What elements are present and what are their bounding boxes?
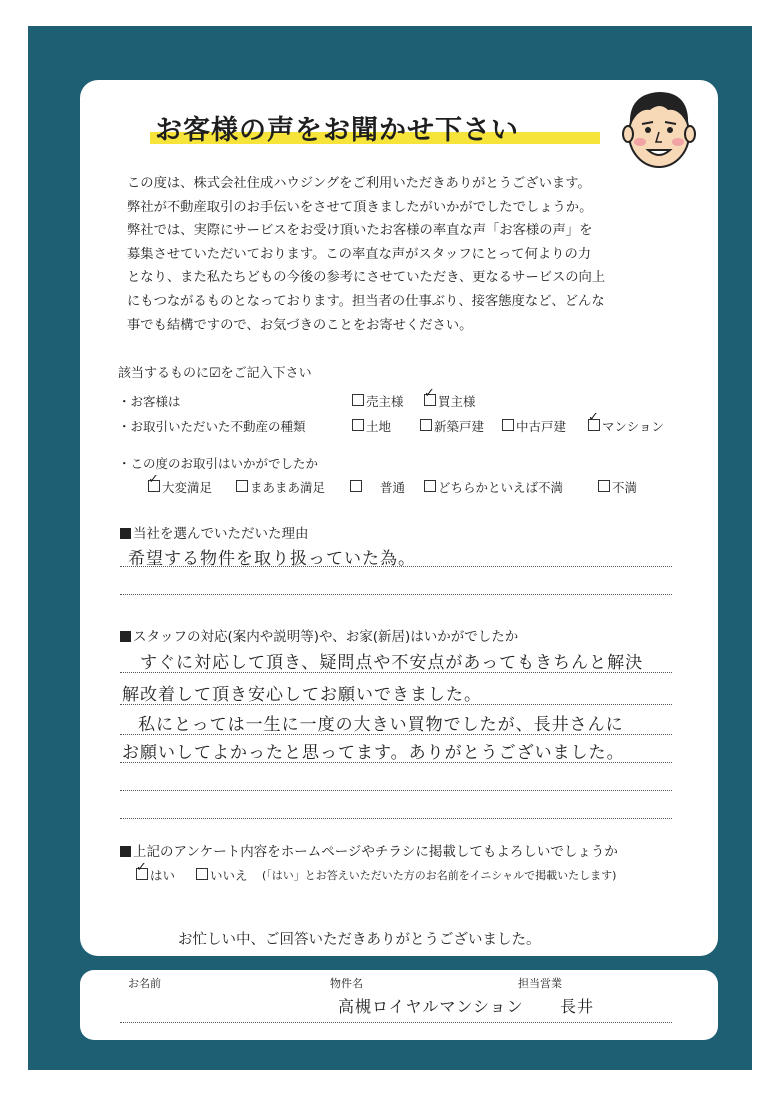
property-value: 高槻ロイヤルマンション bbox=[338, 997, 524, 1016]
check-mark-icon: ✓ bbox=[148, 472, 159, 487]
checkbox-neutral[interactable] bbox=[350, 480, 362, 492]
name-label: お名前 bbox=[128, 977, 161, 990]
option-very-satisfied: 大変満足 bbox=[162, 480, 213, 495]
dotted-line bbox=[120, 790, 672, 791]
option-buyer: 買主様 bbox=[438, 394, 476, 409]
dotted-line bbox=[120, 704, 672, 705]
section-publish-label: 上記のアンケート内容をホームページやチラシに掲載してもよろしいでしょうか bbox=[133, 844, 618, 860]
question-satisfaction: ・この度のお取引はいかがでしたか bbox=[118, 456, 319, 471]
checkbox-dissatisfied[interactable] bbox=[598, 480, 610, 492]
intro-line: 募集させていただいております。この率直な声がスタッフにとって何よりの力 bbox=[127, 246, 592, 262]
answer-staff-line: 私にとっては一生に一度の大きい買物でしたが、長井さんに bbox=[138, 715, 624, 735]
section-publish-heading bbox=[120, 840, 618, 860]
option-publish-yes: はい bbox=[150, 868, 176, 883]
instruction: 該当するものに☑をご記入下さい bbox=[118, 366, 312, 381]
option-publish-no: いいえ bbox=[210, 868, 248, 883]
thanks-message: お忙しい中、ご回答いただきありがとうございました。 bbox=[178, 932, 541, 948]
check-mark-icon: ✓ bbox=[588, 410, 599, 425]
check-mark-icon: ✓ bbox=[424, 386, 435, 401]
intro-line: 弊社が不動産取引のお手伝いをさせて頂きましたがいかがでしたでしょうか。 bbox=[127, 199, 593, 215]
dotted-line bbox=[120, 818, 672, 819]
dotted-line bbox=[120, 594, 672, 595]
section-reason-label: 当社を選んでいただいた理由 bbox=[133, 526, 309, 542]
option-satisfied: まあまあ満足 bbox=[250, 480, 326, 495]
dotted-line bbox=[120, 762, 672, 763]
section-reason-heading bbox=[120, 522, 309, 542]
section-staff-label: スタッフの対応(案内や説明等)や、お家(新居)はいかがでしたか bbox=[133, 629, 519, 645]
checkbox-land[interactable] bbox=[352, 419, 364, 431]
option-dissatisfied: 不満 bbox=[612, 480, 638, 495]
checkbox-new-house[interactable] bbox=[420, 419, 432, 431]
intro-line: となり、また私たちどもの今後の参考にさせていただき、更なるサービスの向上 bbox=[127, 270, 606, 286]
intro-line: 弊社では、実際にサービスをお受け頂いたお客様の率直な声「お客様の声」を bbox=[127, 223, 593, 239]
property-label: 物件名 bbox=[330, 977, 363, 990]
staff-face-icon bbox=[620, 86, 698, 172]
question-property-type: ・お取引いただいた不動産の種類 bbox=[118, 419, 306, 434]
option-neutral: 普通 bbox=[380, 480, 406, 495]
check-mark-icon: ✓ bbox=[136, 860, 147, 875]
checkbox-used-house[interactable] bbox=[502, 419, 514, 431]
sales-label: 担当営業 bbox=[518, 977, 562, 990]
dotted-line bbox=[120, 1022, 672, 1023]
answer-reason: 希望する物件を取り扱っていた為。 bbox=[128, 549, 416, 569]
option-seller: 売主様 bbox=[366, 394, 404, 409]
checkbox-satisfied[interactable] bbox=[236, 480, 248, 492]
publish-note: (「はい」とお答えいただいた方のお名前をイニシャルで掲載いたします) bbox=[262, 869, 617, 882]
square-bullet-icon bbox=[120, 631, 131, 642]
square-bullet-icon bbox=[120, 846, 131, 857]
checkbox-seller[interactable] bbox=[352, 394, 364, 406]
section-staff-heading bbox=[120, 625, 518, 645]
checkbox-somewhat-dissatisfied[interactable] bbox=[424, 480, 436, 492]
intro-line: この度は、株式会社住成ハウジングをご利用いただきありがとうございます。 bbox=[127, 176, 591, 191]
intro-text bbox=[127, 172, 605, 337]
dotted-line bbox=[120, 566, 672, 567]
intro-line: 事でも結構ですので、お気づきのことをお寄せください。 bbox=[127, 317, 473, 333]
dotted-line bbox=[120, 672, 672, 673]
intro-line: にもつながるものとなっております。担当者の仕事ぶり、接客態度など、どんな bbox=[127, 293, 605, 309]
option-used-house: 中古戸建 bbox=[516, 419, 567, 434]
dotted-line bbox=[120, 734, 672, 735]
sales-value: 長井 bbox=[560, 997, 595, 1016]
page-title: お客様の声をお聞かせ下さい bbox=[155, 115, 519, 146]
answer-staff-line: 解改着して頂き安心してお願いできました。 bbox=[122, 685, 482, 705]
option-new-house: 新築戸建 bbox=[434, 419, 485, 434]
answer-staff-line: すぐに対応して頂き、疑問点や不安点があってもきちんと解決 bbox=[140, 653, 644, 673]
option-somewhat-dissatisfied: どちらかといえば不満 bbox=[438, 480, 564, 495]
answer-staff-line: お願いしてよかったと思ってます。ありがとうございました。 bbox=[122, 743, 625, 763]
option-mansion: マンション bbox=[602, 419, 664, 434]
checkbox-publish-no[interactable] bbox=[196, 868, 208, 880]
option-land: 土地 bbox=[366, 419, 392, 434]
square-bullet-icon bbox=[120, 528, 131, 539]
question-customer: ・お客様は bbox=[118, 394, 181, 409]
